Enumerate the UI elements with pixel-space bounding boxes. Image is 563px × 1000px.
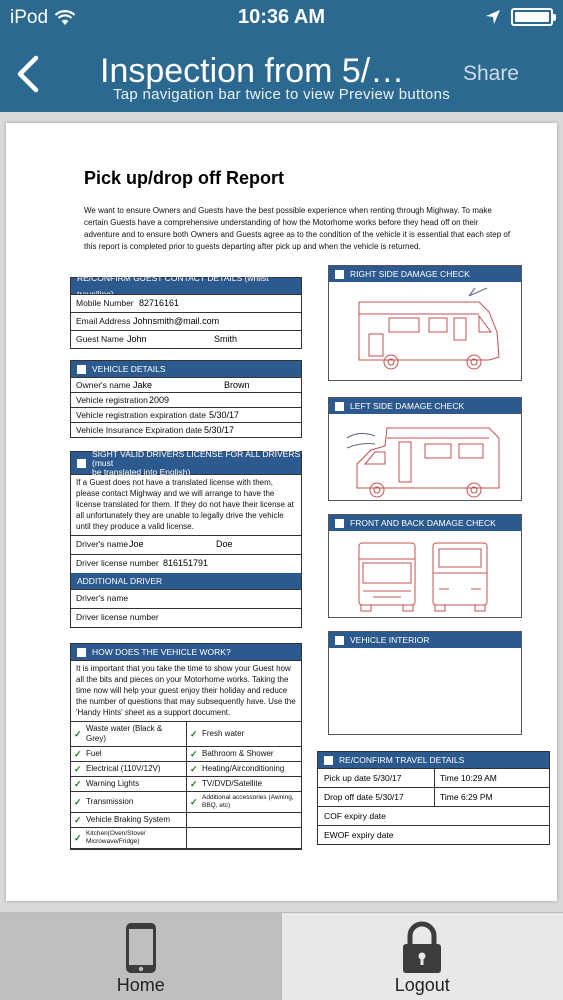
checkbox[interactable]: [335, 519, 344, 528]
checklist-item[interactable]: [71, 828, 187, 849]
cof-row: COF expiry date: [318, 806, 549, 825]
email-row: Email Address Johnsmith@mail.com: [71, 312, 301, 330]
page-title: Inspection from 5/…: [100, 52, 405, 90]
additional-license-row: Driver license number: [71, 608, 301, 627]
motorhome-right-side-sketch: [329, 282, 523, 380]
mobile-row: Mobile Number 82716161: [71, 294, 301, 312]
checklist-item[interactable]: [187, 792, 302, 813]
additional-driver-header: ADDITIONAL DRIVER: [71, 573, 301, 589]
checkbox[interactable]: [77, 365, 86, 374]
checkbox[interactable]: [335, 636, 344, 645]
check-mark-icon[interactable]: ✓: [190, 778, 198, 789]
tab-home-label: Home: [116, 975, 165, 995]
tab-home[interactable]: [0, 913, 282, 1000]
reg-expiry-row: Vehicle registration expiration date 5/30/17: [71, 407, 301, 422]
check-mark-icon[interactable]: ✓: [190, 748, 198, 759]
section-header: HOW DOES THE VEHICLE WORK?: [71, 644, 301, 660]
pickup-row: Pick up date 5/30/17 Time 10:29 AM: [318, 768, 549, 787]
checklist: [71, 721, 301, 849]
navigation-bar[interactable]: [0, 0, 563, 112]
checklist-item-label: Fuel: [86, 749, 102, 758]
front-back-damage-section: [328, 514, 522, 618]
ewof-row: EWOF expiry date: [318, 825, 549, 844]
checklist-item-label: Fresh water: [202, 729, 245, 738]
checklist-item[interactable]: [71, 792, 187, 813]
checklist-item[interactable]: [187, 777, 302, 792]
section-header: RIGHT SIDE DAMAGE CHECK: [329, 266, 521, 282]
license-text: If a Guest does not have a translated license with them, please contact Mighway and we will arrange to have the license translated for them. If they do not have their license at all unfortunately they are unable to legally drive the vehicle until they produce a valid license.: [71, 474, 301, 535]
clock: 10:36 AM: [237, 6, 326, 28]
checklist-item-label: TV/DVD/Satellite: [202, 779, 263, 788]
check-mark-icon[interactable]: ✓: [74, 814, 82, 825]
lock-icon: [401, 921, 443, 975]
section-header: SIGHT VALID DRIVERS LICENSE FOR ALL DRIVERS (must be translated into English): [71, 452, 301, 474]
check-mark-icon[interactable]: ✓: [190, 728, 198, 739]
status-bar: [0, 0, 563, 36]
travel-details-section: [317, 751, 550, 845]
nav-hint: Tap navigation bar twice to view Preview buttons: [112, 86, 451, 103]
carrier-label: iPod: [10, 7, 49, 28]
location-arrow-icon: [485, 9, 501, 25]
check-mark-icon[interactable]: ✓: [74, 778, 82, 789]
checklist-item[interactable]: [187, 762, 302, 777]
vehicle-work-text: It is important that you take the time to show your Guest how all the bits and pieces on your Motorhome works. Taking the time now will help your guest enjoy their holiday and reduce the number of questions that may subsequently have. Use the 'Handy Hints' sheet as a support document.: [71, 660, 301, 721]
check-mark-icon[interactable]: ✓: [74, 763, 82, 774]
owner-row: Owner's name Jake Brown: [71, 377, 301, 392]
report-page: [6, 123, 557, 901]
guest-name-row: Guest Name John Smith: [71, 330, 301, 348]
motorhome-front-back-sketch: [329, 531, 523, 617]
insurance-row: Vehicle Insurance Expiration date 5/30/17: [71, 422, 301, 437]
checklist-item[interactable]: [187, 813, 302, 828]
check-mark-icon[interactable]: ✓: [190, 796, 198, 807]
report-title: Pick up/drop off Report: [84, 168, 284, 188]
checklist-item[interactable]: [71, 813, 187, 828]
check-mark-icon[interactable]: ✓: [74, 728, 82, 739]
check-mark-icon[interactable]: ✓: [74, 832, 82, 843]
check-mark-icon[interactable]: ✓: [74, 748, 82, 759]
checklist-item-label: Additional accessories (Awning, BBQ, etc): [202, 794, 294, 809]
section-header: RE/CONFIRM TRAVEL DETAILS: [318, 752, 549, 768]
section-header: FRONT AND BACK DAMAGE CHECK: [329, 515, 521, 531]
vehicle-interior-section: [328, 631, 522, 735]
share-button[interactable]: Share: [462, 62, 519, 85]
vehicle-work-section: [70, 643, 302, 850]
checklist-item[interactable]: [71, 777, 187, 792]
check-mark-icon[interactable]: [190, 816, 199, 825]
checklist-item[interactable]: [71, 722, 187, 747]
check-mark-icon[interactable]: ✓: [74, 796, 82, 807]
right-side-damage-section: [328, 265, 522, 381]
document-viewer[interactable]: [0, 112, 563, 912]
phone-icon: [124, 921, 158, 975]
left-side-damage-section: [328, 397, 522, 501]
checklist-item[interactable]: [71, 747, 187, 762]
checklist-item-label: Transmission: [86, 797, 134, 806]
dropoff-row: Drop off date 5/30/17 Time 6:29 PM: [318, 787, 549, 806]
driver-name-row: Driver's name Joe Doe: [71, 535, 301, 554]
checklist-item-label: Bathroom & Shower: [202, 749, 274, 758]
report-intro: We want to ensure Owners and Guests have the best possible experience when renting through Mighway. To make certain Guests have a comprehensive understanding of how the Motorhome works before they head off on their adventure and to ensure both Owners and Guests agree as to the condition of the vehicle it is essential that each step of this report is completed prior to guests departing after pick up and when the vehicle is returned.: [84, 206, 511, 251]
registration-row: Vehicle registration 2009: [71, 392, 301, 407]
check-mark-icon[interactable]: [190, 834, 199, 843]
checklist-item-label: Kitchen(Oven/Stove/ Microwave/Fridge): [86, 830, 146, 845]
checklist-item-label: Electrical (110V/12V): [86, 764, 161, 773]
vehicle-details-section: [70, 360, 302, 438]
checklist-item-label: Warning Lights: [86, 779, 140, 788]
battery-icon: [511, 8, 553, 26]
checkbox[interactable]: [335, 402, 344, 411]
section-header: VEHICLE DETAILS: [71, 361, 301, 377]
motorhome-left-side-sketch: [329, 414, 523, 500]
license-number-row: Driver license number 816151791: [71, 554, 301, 573]
checklist-item[interactable]: [187, 828, 302, 849]
section-header: LEFT SIDE DAMAGE CHECK: [329, 398, 521, 414]
section-header: VEHICLE INTERIOR: [329, 632, 521, 648]
checkbox[interactable]: [77, 648, 86, 657]
checklist-item[interactable]: [71, 762, 187, 777]
checklist-item-label: Waste water (Black & Grey): [86, 724, 163, 743]
checklist-item-label: Vehicle Braking System: [86, 815, 171, 824]
tab-logout-label: Logout: [394, 975, 450, 995]
checklist-item[interactable]: [187, 747, 302, 762]
checkbox[interactable]: [77, 459, 86, 468]
tab-bar: [0, 912, 563, 1000]
checkbox[interactable]: [335, 270, 344, 279]
tab-logout[interactable]: [282, 913, 563, 1000]
additional-driver-name-row: Driver's name: [71, 589, 301, 608]
checklist-item[interactable]: [187, 722, 302, 747]
check-mark-icon[interactable]: ✓: [190, 763, 198, 774]
section-header: RE/CONFIRM GUEST CONTACT DETAILS (whilst travelling): [71, 278, 301, 294]
checklist-item-label: Heating/Airconditioning: [202, 764, 285, 773]
drivers-license-section: [70, 448, 302, 628]
checkbox[interactable]: [324, 756, 333, 765]
guest-contact-section: [70, 273, 302, 349]
